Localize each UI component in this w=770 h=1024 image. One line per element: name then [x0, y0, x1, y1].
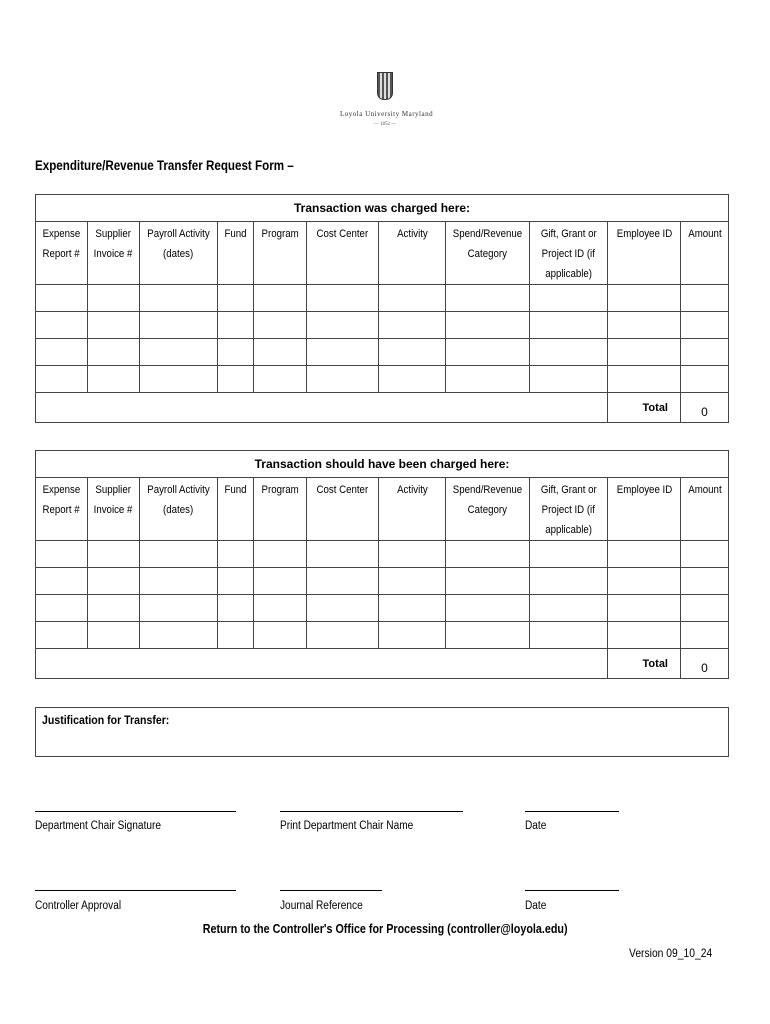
column-header-line: Program	[261, 484, 299, 496]
table-cell[interactable]	[530, 339, 608, 366]
total-label: Total	[608, 649, 681, 679]
table-cell[interactable]	[36, 595, 88, 622]
table-cell[interactable]	[530, 568, 608, 595]
column-header-line: Invoice #	[94, 504, 133, 516]
column-header-line: applicable)	[545, 268, 592, 280]
column-header-line: Report #	[42, 504, 81, 516]
date-line[interactable]	[525, 811, 619, 812]
column-header	[446, 478, 530, 541]
table-cell[interactable]	[608, 312, 681, 339]
column-header	[140, 222, 218, 285]
column-header-line: Activity	[396, 484, 428, 496]
column-header-line: Gift, Grant or	[540, 228, 597, 240]
table-cell[interactable]	[307, 568, 379, 595]
table-cell[interactable]	[88, 312, 140, 339]
university-logo	[340, 72, 434, 132]
table-cell[interactable]	[379, 285, 446, 312]
table-cell[interactable]	[379, 541, 446, 568]
total-value[interactable]: 0	[681, 649, 729, 679]
date-line[interactable]	[525, 890, 619, 891]
controller-approval-label: Controller Approval	[35, 900, 122, 912]
table-cell[interactable]	[379, 366, 446, 393]
table-cell[interactable]	[681, 366, 729, 393]
column-header-line: Payroll Activity	[147, 228, 210, 240]
table-cell[interactable]	[140, 622, 218, 649]
total-label: Total	[608, 393, 681, 423]
logo-sub: — 1852 —	[373, 122, 397, 127]
name-line[interactable]	[280, 811, 463, 812]
column-header-line: Supplier	[95, 484, 132, 496]
column-header	[681, 222, 729, 285]
date-label: Date	[525, 900, 547, 912]
column-header-line: Category	[467, 248, 508, 260]
table-cell[interactable]	[254, 339, 307, 366]
table-row	[36, 285, 729, 312]
column-header-line: (dates)	[163, 248, 194, 260]
column-header-line: Spend/Revenue	[452, 484, 523, 496]
table-cell[interactable]	[140, 366, 218, 393]
justification-box[interactable]	[35, 707, 729, 757]
table-cell[interactable]	[218, 285, 254, 312]
column-header	[36, 478, 88, 541]
column-header-line: Category	[467, 504, 508, 516]
column-header-line: Fund	[224, 484, 247, 496]
return-note	[0, 922, 770, 936]
table-cell[interactable]	[608, 366, 681, 393]
table-cell[interactable]	[218, 339, 254, 366]
table-cell[interactable]	[36, 568, 88, 595]
should-have-charged-table	[35, 450, 729, 679]
table-cell[interactable]	[446, 312, 530, 339]
table-cell[interactable]	[530, 595, 608, 622]
table-cell[interactable]	[530, 285, 608, 312]
column-header-line: Expense	[42, 484, 81, 496]
table-row	[36, 312, 729, 339]
column-header-line: Employee ID	[616, 228, 672, 240]
dept-chair-signature-label: Department Chair Signature	[35, 820, 162, 832]
column-header-line: Program	[261, 228, 299, 240]
column-header	[530, 222, 608, 285]
return-note-text: Return to the Controller's Office for Processing (controller@loyola.edu)	[202, 922, 568, 936]
column-header-line: Invoice #	[94, 248, 133, 260]
crest-icon	[377, 72, 393, 100]
table-cell[interactable]	[36, 285, 88, 312]
header-row	[36, 222, 729, 285]
column-header-line: (dates)	[163, 504, 194, 516]
table-cell[interactable]	[254, 312, 307, 339]
table-cell[interactable]	[88, 285, 140, 312]
justification-label: Justification for Transfer:	[42, 713, 170, 727]
date-label: Date	[525, 820, 547, 832]
table-cell[interactable]	[530, 312, 608, 339]
table-cell[interactable]	[140, 339, 218, 366]
table-cell[interactable]	[608, 339, 681, 366]
table-row	[36, 622, 729, 649]
table-cell[interactable]	[446, 622, 530, 649]
table-cell[interactable]	[307, 622, 379, 649]
journal-reference-label: Journal Reference	[280, 900, 363, 912]
table-cell[interactable]	[254, 568, 307, 595]
journal-line[interactable]	[280, 890, 382, 891]
table-cell[interactable]	[88, 622, 140, 649]
table-cell[interactable]	[307, 312, 379, 339]
column-header-line: Gift, Grant or	[540, 484, 597, 496]
table-cell[interactable]	[140, 285, 218, 312]
table-cell[interactable]	[681, 285, 729, 312]
table-row	[36, 366, 729, 393]
table-cell[interactable]	[36, 339, 88, 366]
controller-line[interactable]	[35, 890, 236, 891]
table-cell[interactable]	[446, 568, 530, 595]
table-cell[interactable]	[608, 568, 681, 595]
table-cell[interactable]	[88, 568, 140, 595]
table-cell[interactable]	[446, 366, 530, 393]
table-caption: Transaction should have been charged here:	[36, 451, 729, 478]
table-cell[interactable]	[218, 541, 254, 568]
column-header	[218, 478, 254, 541]
table-cell[interactable]	[218, 366, 254, 393]
table-cell[interactable]	[307, 541, 379, 568]
signature-line[interactable]	[35, 811, 236, 812]
table-row	[36, 339, 729, 366]
table-cell[interactable]	[254, 622, 307, 649]
column-header-line: Amount	[687, 228, 722, 240]
table-cell[interactable]	[88, 541, 140, 568]
table-cell[interactable]	[681, 568, 729, 595]
table-cell[interactable]	[446, 285, 530, 312]
column-header-line: Project ID (if	[541, 248, 596, 260]
total-spacer	[36, 393, 608, 423]
table-cell[interactable]	[254, 285, 307, 312]
total-value[interactable]: 0	[681, 393, 729, 423]
column-header-line: Amount	[687, 484, 722, 496]
table-cell[interactable]	[36, 622, 88, 649]
table-cell[interactable]	[36, 366, 88, 393]
table-row	[36, 541, 729, 568]
table-cell[interactable]	[307, 366, 379, 393]
column-header-line: applicable)	[545, 524, 592, 536]
column-header	[608, 222, 681, 285]
table-cell[interactable]	[88, 595, 140, 622]
column-header	[88, 478, 140, 541]
table-cell[interactable]	[218, 595, 254, 622]
table-cell[interactable]	[218, 312, 254, 339]
column-header	[307, 222, 379, 285]
column-header	[379, 478, 446, 541]
table-cell[interactable]	[254, 595, 307, 622]
column-header-line: Payroll Activity	[147, 484, 210, 496]
table-cell[interactable]	[530, 366, 608, 393]
table-cell[interactable]	[140, 568, 218, 595]
charged-here-table	[35, 194, 729, 423]
table-cell[interactable]	[530, 622, 608, 649]
table-cell[interactable]	[307, 595, 379, 622]
column-header	[307, 478, 379, 541]
table-cell[interactable]	[379, 622, 446, 649]
table-cell[interactable]	[681, 312, 729, 339]
table-cell[interactable]	[254, 366, 307, 393]
total-row	[36, 393, 729, 423]
column-header	[88, 222, 140, 285]
table-cell[interactable]	[307, 339, 379, 366]
table-cell[interactable]	[608, 595, 681, 622]
column-header	[254, 478, 307, 541]
table-cell[interactable]	[379, 568, 446, 595]
table-row	[36, 595, 729, 622]
table-cell[interactable]	[446, 541, 530, 568]
table-cell[interactable]	[608, 285, 681, 312]
table-cell[interactable]	[218, 568, 254, 595]
table-cell[interactable]	[36, 541, 88, 568]
table-cell[interactable]	[140, 541, 218, 568]
table-cell[interactable]	[681, 622, 729, 649]
table-cell[interactable]	[608, 541, 681, 568]
column-header	[446, 222, 530, 285]
table-cell[interactable]	[379, 312, 446, 339]
total-row	[36, 649, 729, 679]
table-cell[interactable]	[36, 312, 88, 339]
table-cell[interactable]	[530, 541, 608, 568]
column-header-line: Supplier	[95, 228, 132, 240]
form-title: Expenditure/Revenue Transfer Request Form –	[35, 158, 294, 173]
version-label: Version 09_10_24	[629, 946, 713, 960]
logo-name: Loyola University Maryland	[340, 110, 434, 118]
table-cell[interactable]	[379, 595, 446, 622]
column-header-line: Fund	[224, 228, 247, 240]
table-cell[interactable]	[254, 541, 307, 568]
column-header	[379, 222, 446, 285]
column-header	[140, 478, 218, 541]
column-header-line: Employee ID	[616, 484, 672, 496]
table-cell[interactable]	[446, 595, 530, 622]
column-header-line: Activity	[396, 228, 428, 240]
table-row	[36, 568, 729, 595]
table-cell[interactable]	[218, 622, 254, 649]
table-cell[interactable]	[681, 541, 729, 568]
column-header	[681, 478, 729, 541]
table-cell[interactable]	[140, 312, 218, 339]
table-cell[interactable]	[140, 595, 218, 622]
table-cell[interactable]	[88, 339, 140, 366]
column-header	[218, 222, 254, 285]
column-header	[608, 478, 681, 541]
table-cell[interactable]	[681, 595, 729, 622]
column-header-line: Expense	[42, 228, 81, 240]
column-header	[36, 222, 88, 285]
column-header-line: Spend/Revenue	[452, 228, 523, 240]
table-caption: Transaction was charged here:	[36, 195, 729, 222]
table-cell[interactable]	[446, 339, 530, 366]
column-header-line: Project ID (if	[541, 504, 596, 516]
table-cell[interactable]	[379, 339, 446, 366]
total-spacer	[36, 649, 608, 679]
table-cell[interactable]	[608, 622, 681, 649]
table-cell[interactable]	[307, 285, 379, 312]
column-header-line: Report #	[42, 248, 81, 260]
table-cell[interactable]	[681, 339, 729, 366]
column-header	[530, 478, 608, 541]
column-header	[254, 222, 307, 285]
header-row	[36, 478, 729, 541]
column-header-line: Cost Center	[316, 484, 369, 496]
print-dept-chair-name-label: Print Department Chair Name	[280, 820, 414, 832]
table-cell[interactable]	[88, 366, 140, 393]
column-header-line: Cost Center	[316, 228, 369, 240]
